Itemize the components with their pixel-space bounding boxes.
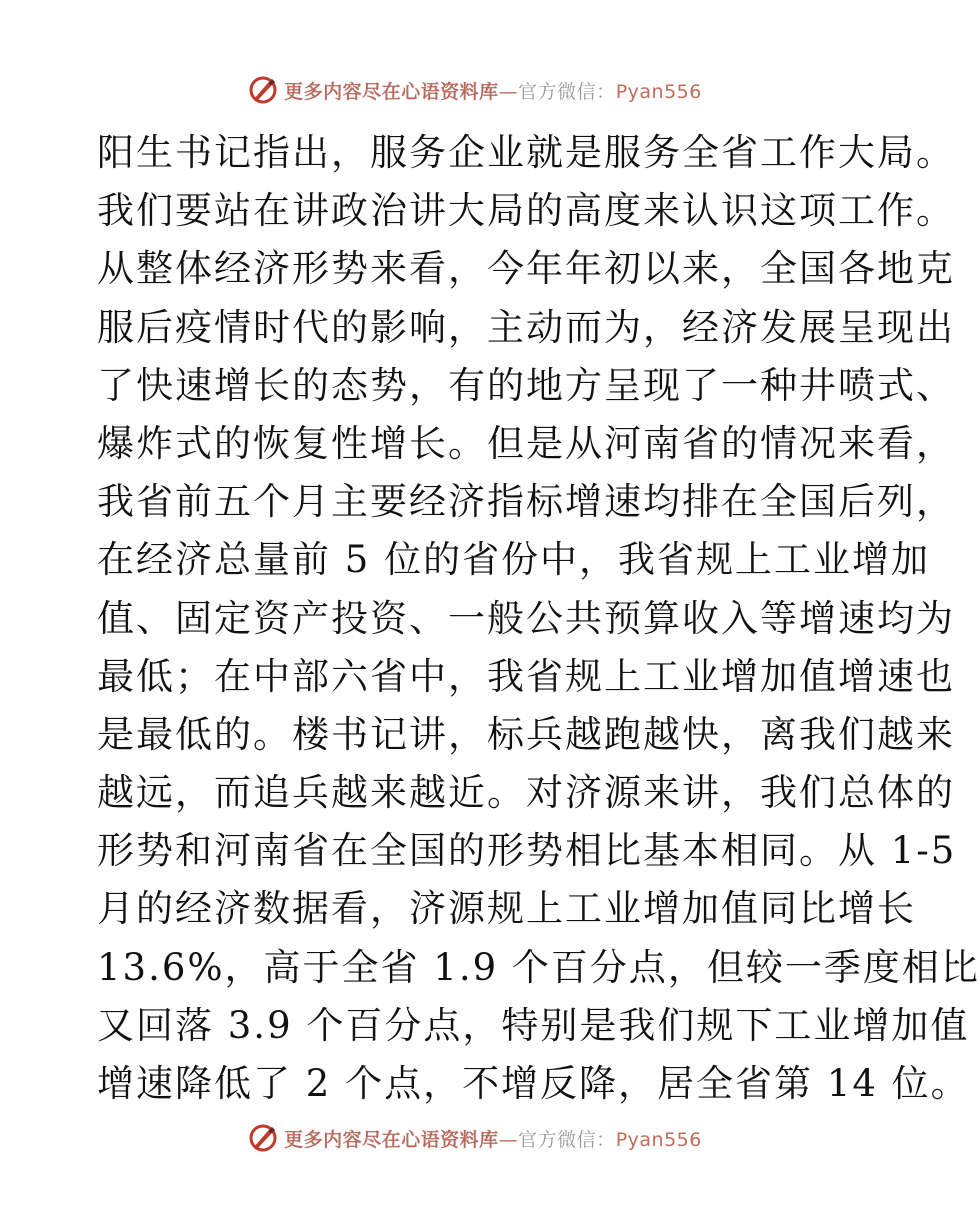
banner-wechat-label: 官方微信： bbox=[518, 80, 616, 103]
body-line: 服后疫情时代的影响，主动而为，经济发展呈现出 bbox=[97, 305, 955, 349]
pen-logo-icon bbox=[248, 75, 278, 105]
banner-wechat-id: Pyan556 bbox=[615, 80, 702, 103]
banner-dash: — bbox=[498, 1128, 519, 1151]
body-line: 形势和河南省在全国的形势相比基本相同。从 1-5 bbox=[97, 829, 957, 873]
body-line: 爆炸式的恢复性增长。但是从河南省的情况来看， bbox=[97, 421, 955, 465]
body-line: 我省前五个月主要经济指标增速均排在全国后列， bbox=[97, 480, 955, 524]
body-line: 越远，而追兵越来越近。对济源来讲，我们总体的 bbox=[97, 771, 955, 815]
header-banner-text bbox=[284, 77, 702, 104]
body-line: 又回落 3.9 个百分点，特别是我们规下工业增加值 bbox=[97, 1003, 970, 1047]
body-line: 月的经济数据看，济源规上工业增加值同比增长 bbox=[97, 887, 916, 931]
body-line: 了快速增长的态势，有的地方呈现了一种井喷式、 bbox=[97, 363, 955, 407]
banner-dash: — bbox=[498, 80, 519, 103]
body-line: 13.6%，高于全省 1.9 个百分点，但较一季度相比 bbox=[97, 945, 980, 989]
body-line: 增速降低了 2 个点，不增反降，居全省第 14 位。 bbox=[97, 1062, 970, 1105]
banner-wechat-id: Pyan556 bbox=[615, 1128, 702, 1151]
body-line: 是最低的。楼书记讲，标兵越跑越快，离我们越来 bbox=[97, 712, 955, 756]
banner-wechat-label: 官方微信： bbox=[518, 1128, 616, 1151]
banner-site-name: 更多内容尽在心语资料库 bbox=[284, 80, 499, 103]
footer-banner-text bbox=[284, 1125, 702, 1152]
body-line: 阳生书记指出，服务企业就是服务全省工作大局。 bbox=[97, 131, 955, 174]
body-line: 值、固定资产投资、一般公共预算收入等增速均为 bbox=[97, 596, 955, 640]
body-line: 最低；在中部六省中，我省规上工业增加值增速也 bbox=[97, 654, 955, 698]
body-line: 在经济总量前 5 位的省份中，我省规上工业增加 bbox=[97, 538, 931, 582]
header-banner bbox=[0, 72, 950, 108]
body-line: 从整体经济形势来看，今年年初以来，全国各地克 bbox=[97, 247, 955, 291]
body-line: 我们要站在讲政治讲大局的高度来认识这项工作。 bbox=[97, 189, 955, 233]
document-body bbox=[97, 124, 980, 1113]
pen-logo-icon bbox=[248, 1123, 278, 1153]
footer-banner bbox=[0, 1120, 950, 1156]
banner-site-name: 更多内容尽在心语资料库 bbox=[284, 1128, 499, 1151]
